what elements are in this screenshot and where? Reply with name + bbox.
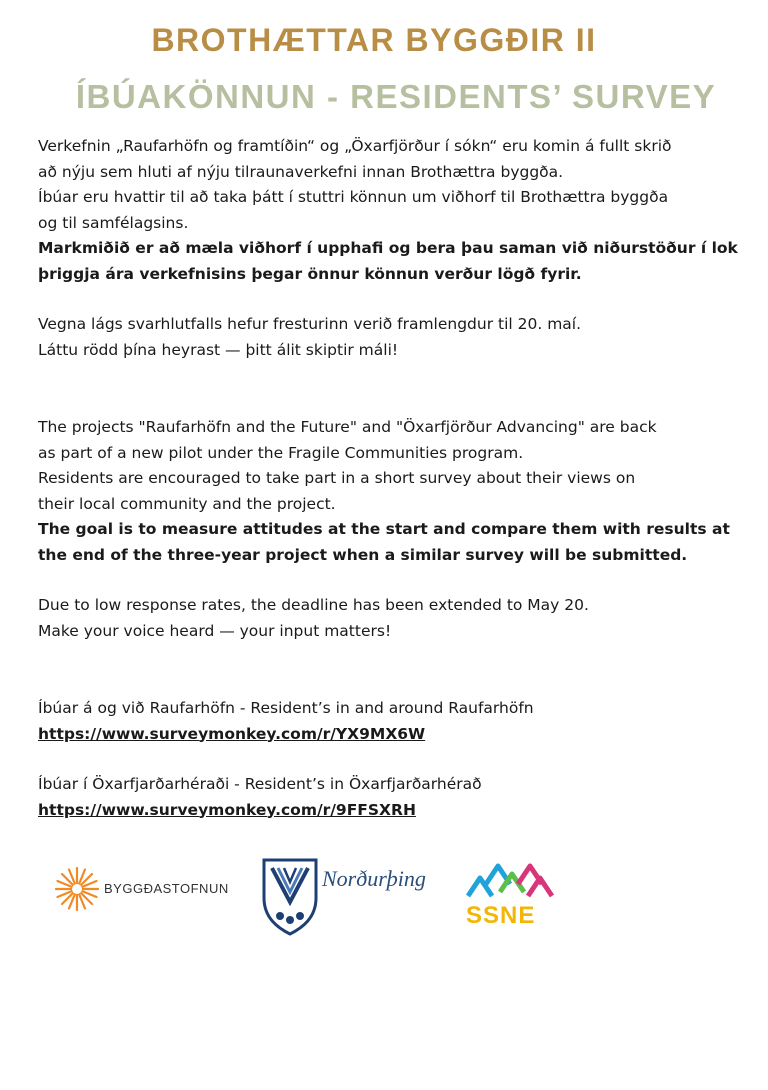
page-subtitle: ÍBÚAKÖNNUN - RESIDENTS’ SURVEY xyxy=(75,78,717,115)
ssne-mountains-icon xyxy=(466,862,554,902)
byggdastofnun-sun-icon xyxy=(54,866,100,912)
is-goal-line: þriggja ára verkefnisins þegar önnur könnun verður lögð fyrir. xyxy=(38,264,582,283)
is-deadline: Vegna lágs svarhlutfalls hefur fresturinn verið framlengdur til 20. maí. xyxy=(38,315,582,333)
byggdastofnun-logo-text: BYGGÐASTOFNUN xyxy=(104,881,229,896)
en-deadline: Due to low response rates, the deadline has been extended to May 20. xyxy=(38,596,589,614)
en-paragraph-line: Residents are encouraged to take part in a short survey about their views on xyxy=(38,469,636,487)
is-goal-line: Markmiðið er að mæla viðhorf í upphafi og bera þau saman við niðurstöður í lok xyxy=(38,239,738,257)
is-paragraph-line: og til samfélagsins. xyxy=(38,213,189,232)
survey-label-oxarfjordur: Íbúar í Öxarfjarðarhéraði - Resident’s in Öxarfjarðarhérað xyxy=(38,775,482,793)
survey-label-raufarhofn: Íbúar á og við Raufarhöfn - Resident’s in and around Raufarhöfn xyxy=(38,699,534,717)
ssne-logo-text: SSNE xyxy=(466,902,536,929)
partner-logos xyxy=(0,848,768,948)
page-title: BROTHÆTTAR BYGGÐIR II xyxy=(151,22,597,58)
survey-link-raufarhofn[interactable]: https://www.surveymonkey.com/r/YX9MX6W xyxy=(38,724,426,743)
nordurthing-crest-icon xyxy=(258,854,322,936)
is-paragraph-line: Íbúar eru hvattir til að taka þátt í stuttri könnun um viðhorf til Brothættra byggða xyxy=(38,188,669,206)
survey-text xyxy=(38,134,758,823)
is-paragraph-line: að nýju sem hluti af nýju tilraunaverkefni innan Brothættra byggða. xyxy=(38,162,564,181)
en-paragraph-line: as part of a new pilot under the Fragile Communities program. xyxy=(38,443,524,462)
en-paragraph-line: The projects "Raufarhöfn and the Future" and "Öxarfjörður Advancing" are back xyxy=(38,418,657,436)
is-paragraph-line: Verkefnin „Raufarhöfn og framtíðin“ og „Öxarfjörður í sókn“ eru komin á fullt skrið xyxy=(38,137,672,155)
is-voice: Láttu rödd þína heyrast — þitt álit skiptir máli! xyxy=(38,340,399,359)
nordurthing-logo-text: Norðurþing xyxy=(322,866,426,891)
survey-link-oxarfjordur[interactable]: https://www.surveymonkey.com/r/9FFSXRH xyxy=(38,800,416,819)
en-goal-line: The goal is to measure attitudes at the start and compare them with results at xyxy=(38,520,730,538)
en-voice: Make your voice heard — your input matters! xyxy=(38,621,392,640)
en-paragraph-line: their local community and the project. xyxy=(38,494,336,513)
en-goal-line: the end of the three-year project when a similar survey will be submitted. xyxy=(38,545,688,564)
